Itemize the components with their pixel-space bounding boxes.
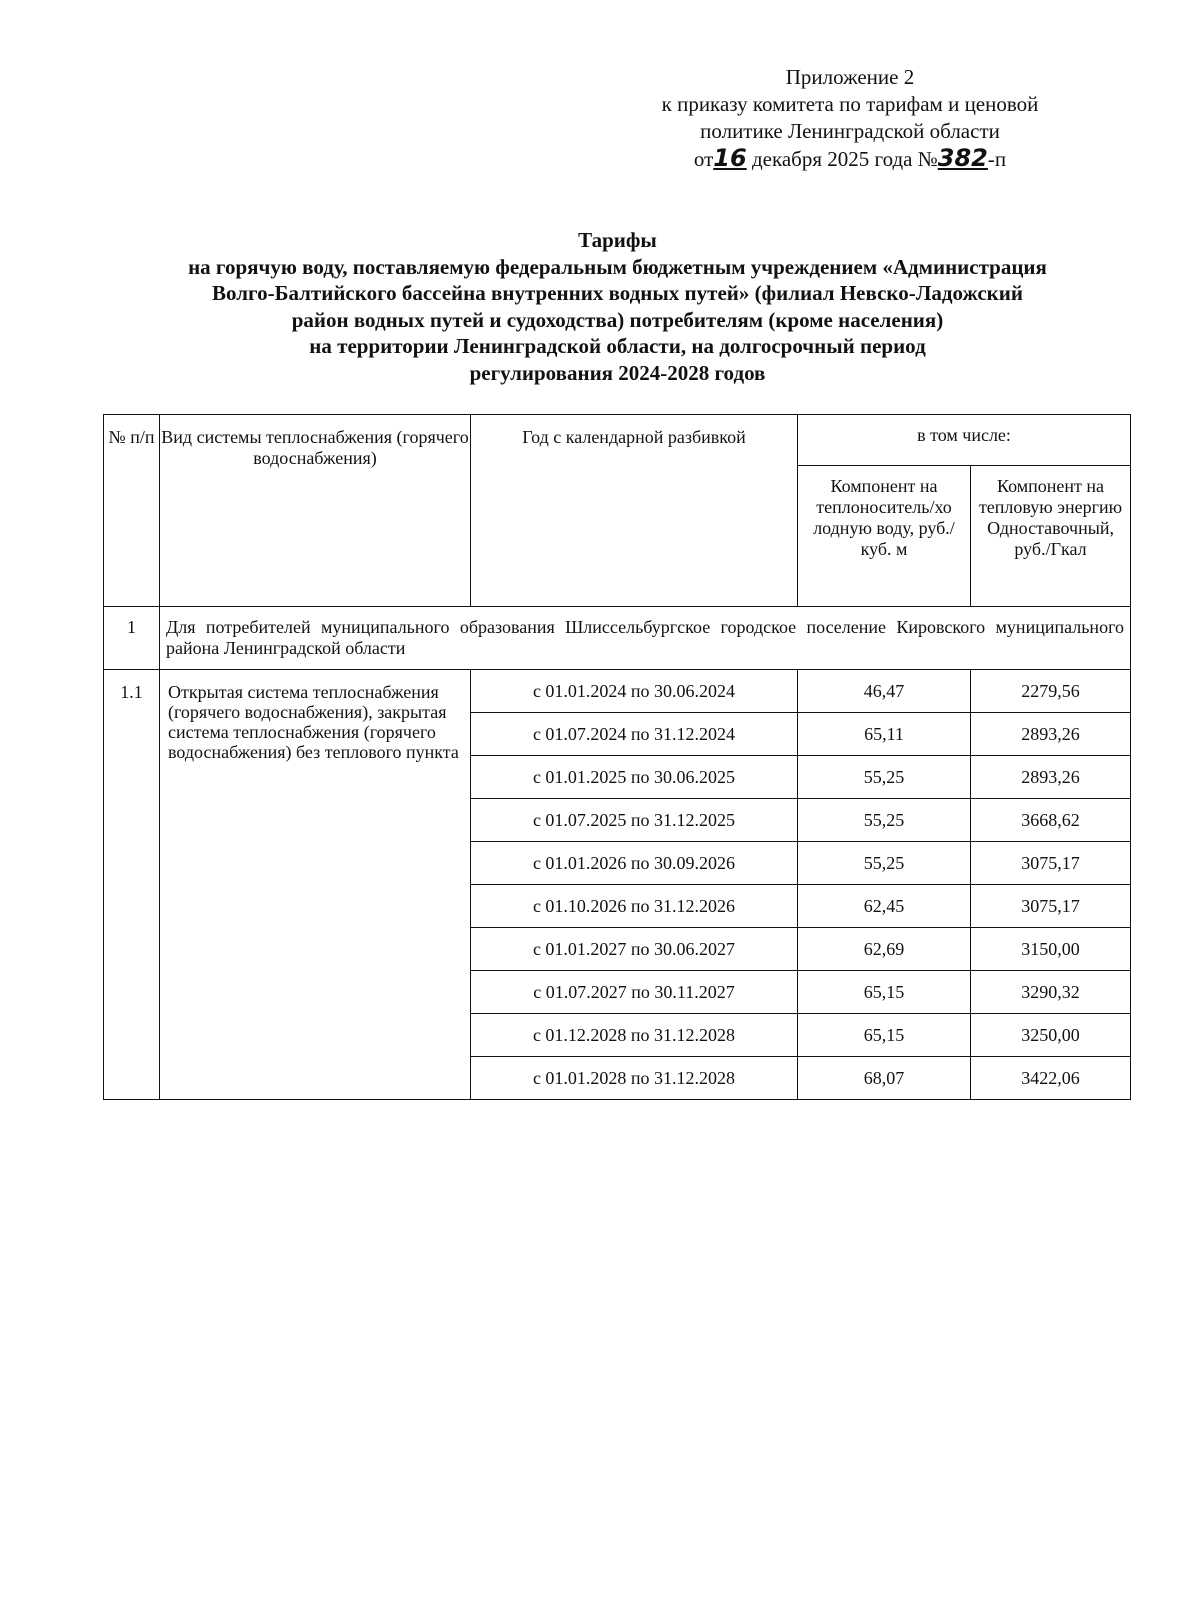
period-cell: с 01.12.2028 по 31.12.2028	[471, 1014, 798, 1057]
heat-tariff-cell: 2893,26	[971, 756, 1131, 799]
period-cell: с 01.01.2024 по 30.06.2024	[471, 670, 798, 713]
period-cell: с 01.07.2027 по 30.11.2027	[471, 971, 798, 1014]
handwritten-day: 16	[713, 144, 747, 172]
date-middle: декабря 2025 года №	[751, 147, 938, 171]
heat-tariff-cell: 3150,00	[971, 928, 1131, 971]
title-line-5: регулирования 2024-2028 годов	[469, 360, 766, 385]
water-tariff-cell: 65,15	[798, 1014, 971, 1057]
header-year: Год с календарной разбивкой	[471, 415, 798, 607]
title-line-1: на горячую воду, поставляемую федеральным бюджетным учреждением «Администрация	[188, 254, 1047, 279]
water-tariff-cell: 68,07	[798, 1057, 971, 1100]
heat-tariff-cell: 2279,56	[971, 670, 1131, 713]
appendix-date-line	[560, 145, 1140, 173]
water-tariff-cell: 62,69	[798, 928, 971, 971]
order-suffix: -п	[987, 147, 1007, 171]
period-cell: с 01.07.2025 по 31.12.2025	[471, 799, 798, 842]
appendix-block	[560, 64, 1140, 173]
header-system-kind: Вид системы теплоснабжения (горячего водоснабжения)	[160, 415, 471, 607]
period-cell: с 01.10.2026 по 31.12.2026	[471, 885, 798, 928]
section-text: Для потребителей муниципального образования Шлиссельбургское городское поселение Кировского муниципального района Ленинградской области	[160, 607, 1131, 670]
heat-tariff-cell: 3668,62	[971, 799, 1131, 842]
item-num: 1.1	[104, 670, 160, 1100]
water-tariff-cell: 46,47	[798, 670, 971, 713]
period-cell: с 01.01.2025 по 30.06.2025	[471, 756, 798, 799]
title-line-2: Волго-Балтийского бассейна внутренних водных путей» (филиал Невско-Ладожский	[212, 281, 1023, 305]
period-cell: с 01.01.2027 по 30.06.2027	[471, 928, 798, 971]
heat-tariff-cell: 3290,32	[971, 971, 1131, 1014]
date-prefix: от	[693, 147, 714, 171]
header-including: в том числе:	[798, 415, 1131, 466]
appendix-committee-line: политике Ленинградской области	[700, 119, 1000, 143]
document-title	[100, 227, 1135, 386]
period-cell: с 01.01.2026 по 30.09.2026	[471, 842, 798, 885]
heat-tariff-cell: 3250,00	[971, 1014, 1131, 1057]
period-cell: с 01.01.2028 по 31.12.2028	[471, 1057, 798, 1100]
header-row	[104, 415, 1131, 466]
water-tariff-cell: 55,25	[798, 799, 971, 842]
header-num: № п/п	[104, 415, 160, 607]
water-tariff-cell: 65,11	[798, 713, 971, 756]
section-row	[104, 607, 1131, 670]
heat-tariff-cell: 3075,17	[971, 842, 1131, 885]
period-cell: с 01.07.2024 по 31.12.2024	[471, 713, 798, 756]
title-line-3: район водных путей и судоходства) потребителям (кроме населения)	[291, 307, 944, 332]
heat-tariff-cell: 3075,17	[971, 885, 1131, 928]
water-tariff-cell: 55,25	[798, 756, 971, 799]
header-water-component: Компонент на теплоноситель/хо лодную воду, руб./куб. м	[798, 466, 971, 607]
tariff-rows	[104, 670, 1131, 1100]
handwritten-order-number: 382	[937, 144, 988, 172]
tariff-table	[103, 414, 1131, 1100]
appendix-title: Приложение 2	[785, 65, 915, 89]
appendix-order-line: к приказу комитета по тарифам и ценовой	[661, 92, 1039, 116]
title-heading: Тарифы	[578, 228, 657, 252]
heat-tariff-cell: 2893,26	[971, 713, 1131, 756]
water-tariff-cell: 62,45	[798, 885, 971, 928]
section-num: 1	[104, 607, 160, 670]
title-line-4: на территории Ленинградской области, на долгосрочный период	[309, 334, 926, 358]
table-row	[104, 670, 1131, 713]
water-tariff-cell: 65,15	[798, 971, 971, 1014]
water-tariff-cell: 55,25	[798, 842, 971, 885]
item-system-kind: Открытая система теплоснабжения (горячего водоснабжения), закрытая система теплоснабжения (горячего водоснабжения) без теплового пункта	[160, 670, 471, 1100]
header-heat-component: Компонент на тепловую энергию Одноставочный, руб./Гкал	[971, 466, 1131, 607]
heat-tariff-cell: 3422,06	[971, 1057, 1131, 1100]
